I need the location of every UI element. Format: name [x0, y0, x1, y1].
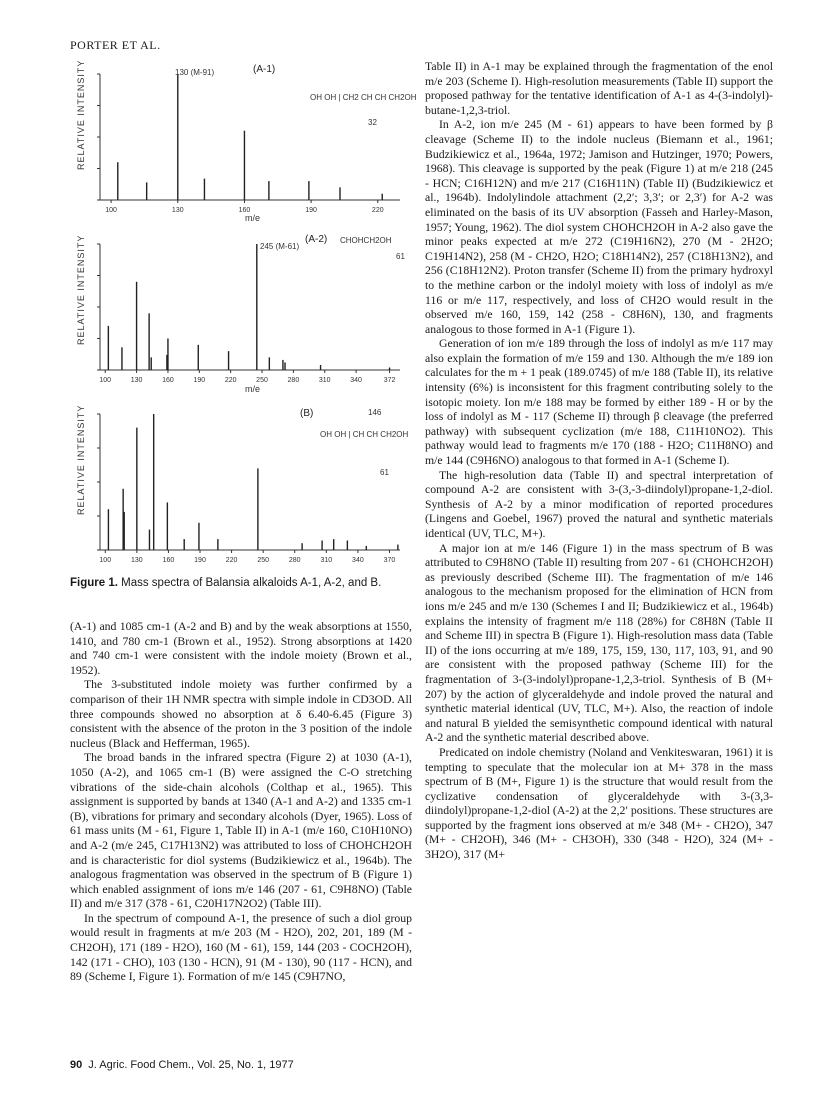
page-footer [70, 1059, 294, 1071]
marker-b: 61 [380, 468, 389, 477]
running-head: PORTER ET AL. [70, 38, 161, 52]
spectrum-panel-b [70, 402, 412, 572]
panel-label-a2: (A-2) [305, 234, 328, 245]
right-paragraph: Table II) in A-1 may be explained through the fragmentation of the enol m/e 203 (Scheme I). High-resolution measurements (Table II) support the proposed pathway for the tentative identification of A-1 as 4-(3-indolyl)-butane-1,2,3-triol. [425, 60, 773, 117]
figure-caption [70, 576, 412, 590]
panel-label-a1: (A-1) [253, 64, 276, 75]
right-column-text [425, 60, 773, 863]
y-axis-label-b: RELATIVE INTENSITY [76, 404, 86, 515]
y-axis-label-a1: RELATIVE INTENSITY [76, 59, 86, 170]
base-peak-label-b: 146 [368, 408, 382, 417]
x-tick-label: 160 [162, 557, 175, 564]
left-paragraph: (A-1) and 1085 cm-1 (A-2 and B) and by the weak absorptions at 1550, 1410, and 780 cm-1 (Brown et al., 1952). Strong absorptions at 1420 and 740 cm-1 were consistent with the indole moiety (Brown et al., 1952). [70, 620, 412, 677]
left-paragraph: In the spectrum of compound A-1, the presence of such a diol group would result in fragments at m/e 203 (M - H2O), 202, 201, 189 (M - CH2OH), 171 (189 - H2O), 160 (M - 61), 159, 144 (203 - COCH2OH), 142 (171 - CHO), 103 (130 - HCN), 91 (M - 130), 90 (117 - HCN), and 89 (Scheme I, Figure 1). Formation of m/e 145 (C9H7NO, [70, 911, 412, 984]
x-axis-label-a1: m/e [245, 213, 261, 223]
right-paragraph: The high-resolution data (Table II) and spectral interpretation of compound A-2 are consistent with 3-(3,-3-diindolyl)propane-1,2-diol. Synthesis of A-2 by a minor modification of reported procedures (Lingens and Goebel, 1967) proved the natural and synthetic materials identical (UV, TLC, M+). [425, 468, 773, 540]
right-paragraph: A major ion at m/e 146 (Figure 1) in the mass spectrum of B was attributed to C9H8NO (Table II) resulting from 207 - 61 (CHOHCH2OH) as previously described (Scheme III). The fragmentation of m/e 146 analogous to the mechanism proposed for the elimination of HCN from ions m/e 245 and m/e 130 (Schemes I and II; Budzikiewicz et al., 1964b) explains the intensity of fragment m/e 118 (28%) for C8H8N (Table II and Scheme III) in spectra B (Figure 1). High-resolution mass data (Table II) of the ions occurring at m/e 189, 175, 159, 130, 117, 103, 91, and 90 are consistent with the proposed pathway (Scheme III) for the fragmentation of 3-(3-indolyl)propane-1,2,3-triol. Synthesis of B (M+ 207) by the action of glyceraldehyde and indole proved the natural and synthetic material identical (UV, TLC, M+). Also, the reaction of indole and natural B yielded the semisynthetic compound identical with natural A-2 and the synthetic material described above. [425, 541, 773, 745]
structure-a2: CHOHCH2OH [340, 236, 392, 245]
x-tick-label: 160 [162, 377, 174, 384]
journal-citation: J. Agric. Food Chem., Vol. 25, No. 1, 1977 [88, 1059, 294, 1071]
x-tick-label: 370 [383, 557, 396, 564]
x-tick-label: 130 [130, 377, 143, 384]
x-tick-label: 190 [305, 207, 317, 214]
x-axis-label-a2: m/e [245, 384, 261, 394]
x-tick-label: 372 [383, 377, 396, 384]
x-tick-label: 220 [371, 207, 384, 214]
x-tick-label: 250 [256, 377, 268, 384]
x-tick-label: 280 [287, 377, 300, 384]
x-tick-label: 190 [193, 377, 206, 384]
right-paragraph: Generation of ion m/e 189 through the loss of indolyl as m/e 117 may also explain the formation of m/e 159 and 130. Although the m/e 189 ion calculates for the m + 1 peak (189.0745) of m/e 188 (Table II), its relative intensity (6%) is inconsistent for this fragment contributing solely to the isotopic moiety. Ion m/e 188 may be formed by either 189 - H or by the loss of indolyl as M - 117 (Scheme II) through β cleavage (the preferred pathway) with subsequent cyclization (m/e 188, C11H10NO2). This pathway would lead to fragments m/e 170 (188 - H2O; C11H8NO) and m/e 144 (C9H6NO) analogous to that formed in A-1 (Scheme I). [425, 337, 773, 468]
page-number: 90 [70, 1059, 83, 1071]
x-tick-label: 130 [130, 557, 143, 564]
base-peak-label-a2: 245 (M-61) [260, 242, 300, 251]
x-tick-label: 130 [171, 207, 184, 214]
structure-a1: OH OH | CH2 CH CH CH2OH [310, 93, 417, 102]
spectrum-a1-plot [70, 59, 412, 222]
x-tick-label: 100 [99, 377, 112, 384]
left-column-text [70, 620, 412, 985]
spectrum-b-plot [70, 402, 412, 572]
marker-a2: 61 [396, 252, 405, 261]
structure-b: OH OH | CH CH CH2OH [320, 430, 409, 439]
x-tick-label: 100 [99, 557, 112, 564]
x-tick-label: 190 [194, 557, 206, 564]
left-paragraph: The 3-substituted indole moiety was further confirmed by a comparison of their 1H NMR spectra with simple indole in CD3OD. All three compounds showed no absorption at δ 6.40-6.45 (Figure 3) consistent with the absence of the proton in the 3 position of the indole nucleus (Black and Hefferman, 1965). [70, 678, 412, 750]
x-tick-label: 310 [320, 557, 333, 564]
x-tick-label: 310 [318, 377, 331, 384]
panel-label-b: (B) [300, 408, 314, 419]
figure-caption-text: Mass spectra of Balansia alkaloids A-1, A-2, and B. [117, 577, 382, 589]
left-paragraph: The broad bands in the infrared spectra (Figure 2) at 1030 (A-1), 1050 (A-2), and 1065 cm-1 (B) were assigned the C-O stretching vibrations of the side-chain alcohols (Colthap et al., 1965). This assignment is supported by bands at 1340 (A-1 and A-2) and 1335 cm-1 (B), vibrations for primary and secondary alcohols (Dyer, 1965). Loss of 61 mass units (M - 61, Figure 1, Table II) in A-1 (m/e 160, C10H10NO) and A-2 (m/e 245, C17H13N2) was attributed to loss of CHOHCH2OH and is characteristic for diol systems (Budzikiewicz et al., 1964b). The analogous fragmentation was observed in the spectrum of B (Figure 1) which enabled assignment of ions m/e 146 (207 - 61, C9H8NO) (Table II) and m/e 317 (378 - 61, C20H17N2O2) (Table III). [70, 751, 412, 911]
y-axis-label-a2: RELATIVE INTENSITY [76, 234, 86, 345]
spectrum-panel-a2 [70, 232, 412, 392]
x-tick-label: 280 [288, 557, 301, 564]
x-tick-label: 160 [238, 207, 251, 214]
x-tick-label: 220 [224, 377, 237, 384]
spectrum-panel-a1 [70, 59, 412, 222]
spectrum-a2-plot [70, 232, 412, 392]
figure-caption-label: Figure 1. [70, 577, 118, 589]
x-tick-label: 220 [225, 557, 238, 564]
x-tick-label: 100 [105, 207, 117, 214]
base-peak-label-a1: 130 (M-91) [175, 68, 215, 77]
marker-a1: 32 [368, 118, 377, 127]
x-tick-label: 340 [352, 557, 364, 564]
right-paragraph: In A-2, ion m/e 245 (M - 61) appears to have been formed by β cleavage (Scheme II) to the indole nucleus (Biemann et al., 1961; Budzikiewicz et al., 1964a, 1972; Jamison and Hutzinger, 1970; Powers, 1968). This cleavage is supported by the peak (Figure 1) at m/e 218 (245 - HCN; C16H12N) and m/e 217 (C16H11N) (Table II) (Budzikiewicz et al., 1964b). Indolylindole attachment (2,2′; 3,3′; or 2,3′) for A-2 was eliminated on the basis of its UV absorption (Fasseh and Harley-Mason, 1957; Young, 1962). The diol system CHOHCH2OH in A-2 also gave the minor peaks expected at m/e 272 (C19H16N2), 270 (M - 2H2O; C19H14N2), 258 (M - CH2O, H2O; C18H14N2), 257 (C18H13N2), and 256 (C18H12N2). Proton transfer (Scheme II) from the primary hydroxyl to the methine carbon or the indolyl moiety with loss of indolyl as m/e 116 or m/e 117, respectively, and loss of CH2O would result in the observed m/e 160, 159, 142 (258 - C8H6N), 130, and fragments analogous to those formed in A-1 (Figure 1). [425, 118, 773, 336]
right-paragraph: Predicated on indole chemistry (Noland and Venkiteswaran, 1961) it is tempting to speculate that the molecular ion at M+ 378 in the mass spectrum of B (M+, Figure 1) is the structure that would result from the cyclizative condensation of glyceraldehyde with 3-(3,3-diindolyl)propane-1,2-diol (A-2) at the 2,2′ positions. These structures are supported by the fragment ions observed at m/e 348 (M+ - CH2O), 347 (M+ - CH2OH), 346 (M+ - CH3OH), 330 (348 - H2O), 324 (M+ - 3H2O), 317 (M+ [425, 745, 773, 862]
x-tick-label: 250 [257, 557, 270, 564]
x-tick-label: 340 [350, 377, 362, 384]
